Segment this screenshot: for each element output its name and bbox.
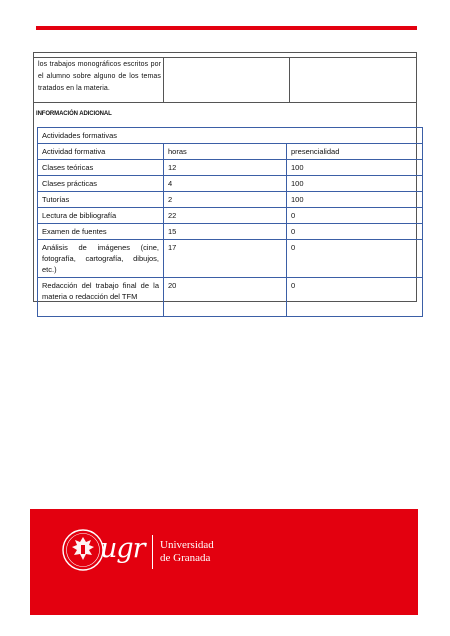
activity-hours: 12 <box>164 160 287 176</box>
activity-hours: 4 <box>164 176 287 192</box>
activity-presence: 0 <box>287 240 423 278</box>
activity-presence: 0 <box>287 278 423 317</box>
activity-name: Tutorías <box>38 192 164 208</box>
activity-name: Análisis de imágenes (cine, fotografía, cartografía, dibujos, etc.) <box>38 240 164 278</box>
activity-presence: 0 <box>287 224 423 240</box>
previous-table-row <box>34 53 416 103</box>
activities-caption: Actividades formativas <box>38 128 423 144</box>
table-row <box>38 224 423 240</box>
header-red-rule <box>36 26 417 30</box>
table-row <box>38 208 423 224</box>
previous-row-cell-empty-2 <box>290 57 416 103</box>
university-name <box>160 539 214 565</box>
university-name-line1: Universidad <box>160 539 214 551</box>
header-hours: horas <box>164 144 287 160</box>
university-logo <box>60 527 260 577</box>
activity-presence: 0 <box>287 208 423 224</box>
previous-row-cell-text <box>34 57 164 103</box>
activity-name: Clases prácticas <box>38 176 164 192</box>
activity-hours: 22 <box>164 208 287 224</box>
activities-table <box>37 127 423 317</box>
header-activity: Actividad formativa <box>38 144 164 160</box>
table-row <box>38 278 423 317</box>
section-heading: INFORMACIÓN ADICIONAL <box>36 111 112 117</box>
header-presence: presencialidad <box>287 144 423 160</box>
activity-name: Examen de fuentes <box>38 224 164 240</box>
activity-hours: 2 <box>164 192 287 208</box>
activity-hours: 17 <box>164 240 287 278</box>
table-row <box>38 176 423 192</box>
activity-presence: 100 <box>287 192 423 208</box>
logo-divider <box>152 535 153 569</box>
activity-presence: 100 <box>287 176 423 192</box>
table-row <box>38 240 423 278</box>
table-row <box>38 160 423 176</box>
activity-name: Redacción del trabajo final de la materia o redacción del TFM <box>38 278 164 317</box>
footer-banner <box>30 509 418 615</box>
activity-hours: 20 <box>164 278 287 317</box>
activity-hours: 15 <box>164 224 287 240</box>
activity-name: Lectura de bibliografía <box>38 208 164 224</box>
table-header-row <box>38 144 423 160</box>
table-row <box>38 192 423 208</box>
previous-row-text: los trabajos monográficos escritos por el alumno sobre alguno de los temas tratados en la materia. <box>38 61 161 92</box>
ugr-logotype: ugr <box>100 533 145 564</box>
activity-name: Clases teóricas <box>38 160 164 176</box>
previous-row-cell-empty-1 <box>164 57 290 103</box>
activity-presence: 100 <box>287 160 423 176</box>
university-name-line2: de Granada <box>160 552 211 564</box>
